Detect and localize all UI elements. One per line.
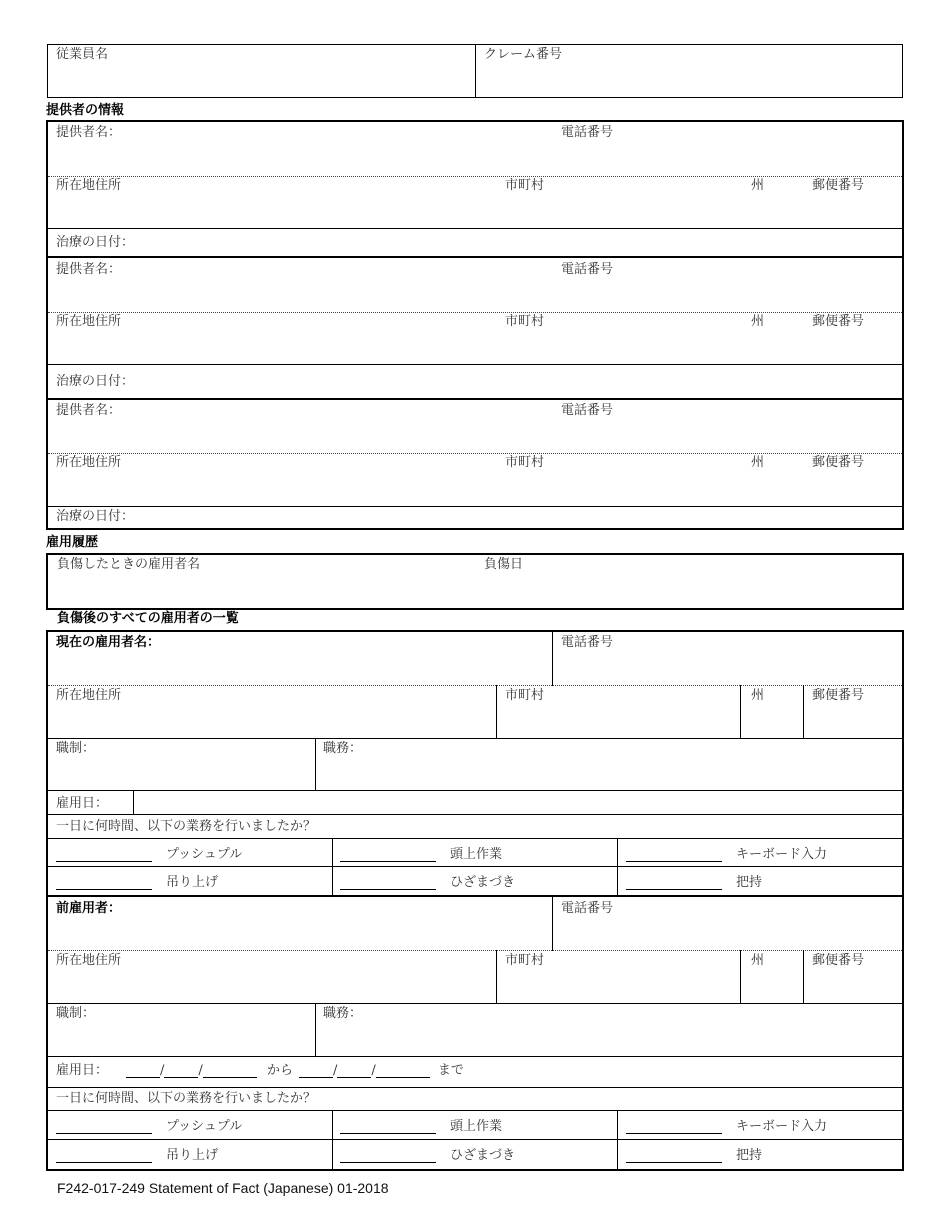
current-task-gripping[interactable]: 把持: [626, 875, 762, 890]
employers-box: [46, 630, 904, 1171]
current-employer-job-title[interactable]: 職制：: [56, 741, 96, 756]
divider: [48, 1003, 902, 1004]
employment-section-title: 雇用履歴: [46, 535, 99, 550]
current-task-keyboard[interactable]: キーボード入力: [626, 847, 827, 862]
previous-task-lifting[interactable]: 吊り上げ: [56, 1148, 218, 1163]
divider: [48, 398, 902, 400]
divider: [740, 950, 741, 1003]
provider-1-state[interactable]: 州: [751, 178, 765, 193]
employer-at-injury-field[interactable]: 負傷したときの雇用者名: [57, 557, 201, 572]
previous-employer-city[interactable]: 市町村: [505, 953, 545, 968]
divider: [315, 738, 316, 790]
divider: [48, 814, 902, 815]
provider-2-state[interactable]: 州: [751, 314, 765, 329]
provider-2-zip[interactable]: 郵便番号: [812, 314, 865, 329]
current-employer-city[interactable]: 市町村: [505, 688, 545, 703]
divider: [48, 312, 902, 313]
provider-1-name[interactable]: 提供者名：: [56, 125, 122, 140]
divider: [496, 685, 497, 738]
current-employer-duties[interactable]: 職務：: [323, 741, 363, 756]
after-injury-title: 負傷後のすべての雇用者の一覧: [57, 611, 239, 626]
current-employer-hours-question: 一日に何時間、以下の業務を行いましたか？: [56, 819, 317, 834]
provider-1-city[interactable]: 市町村: [505, 178, 545, 193]
divider: [48, 1139, 902, 1140]
provider-3-city[interactable]: 市町村: [505, 455, 545, 470]
provider-2-treatment-date[interactable]: 治療の日付：: [56, 374, 135, 389]
form-id-footer: F242-017-249 Statement of Fact (Japanese) 01-2018: [57, 1180, 389, 1196]
divider: [48, 1056, 902, 1057]
current-task-overhead[interactable]: 頭上作業: [340, 847, 502, 862]
current-employer-phone[interactable]: 電話番号: [561, 635, 614, 650]
divider: [48, 738, 902, 739]
divider: [803, 685, 804, 738]
previous-task-gripping[interactable]: 把持: [626, 1148, 762, 1163]
previous-task-push-pull[interactable]: プッシュプル: [56, 1119, 242, 1134]
current-employer-state[interactable]: 州: [751, 688, 765, 703]
current-task-lifting[interactable]: 吊り上げ: [56, 875, 218, 890]
previous-employer-address[interactable]: 所在地住所: [56, 953, 122, 968]
divider: [803, 950, 804, 1003]
divider: [48, 1087, 902, 1088]
provider-1-phone[interactable]: 電話番号: [561, 125, 614, 140]
previous-employer-hire-date-range[interactable]: 雇用日： / / から / / まで: [56, 1063, 464, 1078]
provider-2-name[interactable]: 提供者名：: [56, 262, 122, 277]
current-employer-zip[interactable]: 郵便番号: [812, 688, 865, 703]
divider: [48, 685, 902, 686]
provider-2-address[interactable]: 所在地住所: [56, 314, 122, 329]
divider: [552, 897, 553, 951]
until-label: まで: [437, 1063, 464, 1078]
current-employer-name[interactable]: 現在の雇用者名：: [56, 635, 161, 650]
divider: [740, 685, 741, 738]
previous-employer-zip[interactable]: 郵便番号: [812, 953, 865, 968]
provider-1-address[interactable]: 所在地住所: [56, 178, 122, 193]
divider: [48, 1110, 902, 1111]
provider-2-phone[interactable]: 電話番号: [561, 262, 614, 277]
previous-task-overhead[interactable]: 頭上作業: [340, 1119, 502, 1134]
previous-task-kneeling[interactable]: ひざまづき: [340, 1148, 515, 1163]
provider-section-title: 提供者の情報: [46, 103, 125, 118]
previous-employer-state[interactable]: 州: [751, 953, 765, 968]
provider-3-treatment-date[interactable]: 治療の日付：: [56, 509, 135, 524]
provider-3-state[interactable]: 州: [751, 455, 765, 470]
provider-box: [46, 120, 904, 530]
current-task-kneeling[interactable]: ひざまづき: [340, 875, 515, 890]
current-employer-hire-date[interactable]: 雇用日：: [56, 796, 109, 811]
claim-number-field[interactable]: クレーム番号: [484, 47, 563, 62]
previous-employer-name[interactable]: 前雇用者：: [56, 901, 122, 916]
from-label: から: [266, 1063, 293, 1078]
divider: [133, 790, 134, 814]
provider-2-city[interactable]: 市町村: [505, 314, 545, 329]
divider: [48, 176, 902, 177]
divider: [496, 950, 497, 1003]
divider: [48, 453, 902, 454]
previous-employer-duties[interactable]: 職務：: [323, 1006, 363, 1021]
provider-3-name[interactable]: 提供者名：: [56, 403, 122, 418]
divider: [48, 506, 902, 507]
divider: [48, 866, 902, 867]
divider: [48, 895, 902, 897]
provider-1-treatment-date[interactable]: 治療の日付：: [56, 235, 135, 250]
provider-3-phone[interactable]: 電話番号: [561, 403, 614, 418]
divider: [315, 1003, 316, 1056]
current-employer-address[interactable]: 所在地住所: [56, 688, 122, 703]
divider: [48, 228, 902, 229]
divider: [48, 364, 902, 365]
divider: [48, 256, 902, 258]
employee-name-field[interactable]: 従業員名: [56, 47, 109, 62]
divider: [48, 790, 902, 791]
provider-1-zip[interactable]: 郵便番号: [812, 178, 865, 193]
hire-date-label: 雇用日：: [56, 1063, 109, 1078]
previous-task-keyboard[interactable]: キーボード入力: [626, 1119, 827, 1134]
provider-3-zip[interactable]: 郵便番号: [812, 455, 865, 470]
previous-employer-hours-question: 一日に何時間、以下の業務を行いましたか？: [56, 1091, 317, 1106]
divider: [48, 838, 902, 839]
previous-employer-phone[interactable]: 電話番号: [561, 901, 614, 916]
injury-date-field[interactable]: 負傷日: [484, 557, 524, 572]
header-divider: [475, 44, 476, 98]
previous-employer-job-title[interactable]: 職制：: [56, 1006, 96, 1021]
divider: [552, 632, 553, 686]
current-task-push-pull[interactable]: プッシュプル: [56, 847, 242, 862]
divider: [48, 950, 902, 951]
provider-3-address[interactable]: 所在地住所: [56, 455, 122, 470]
